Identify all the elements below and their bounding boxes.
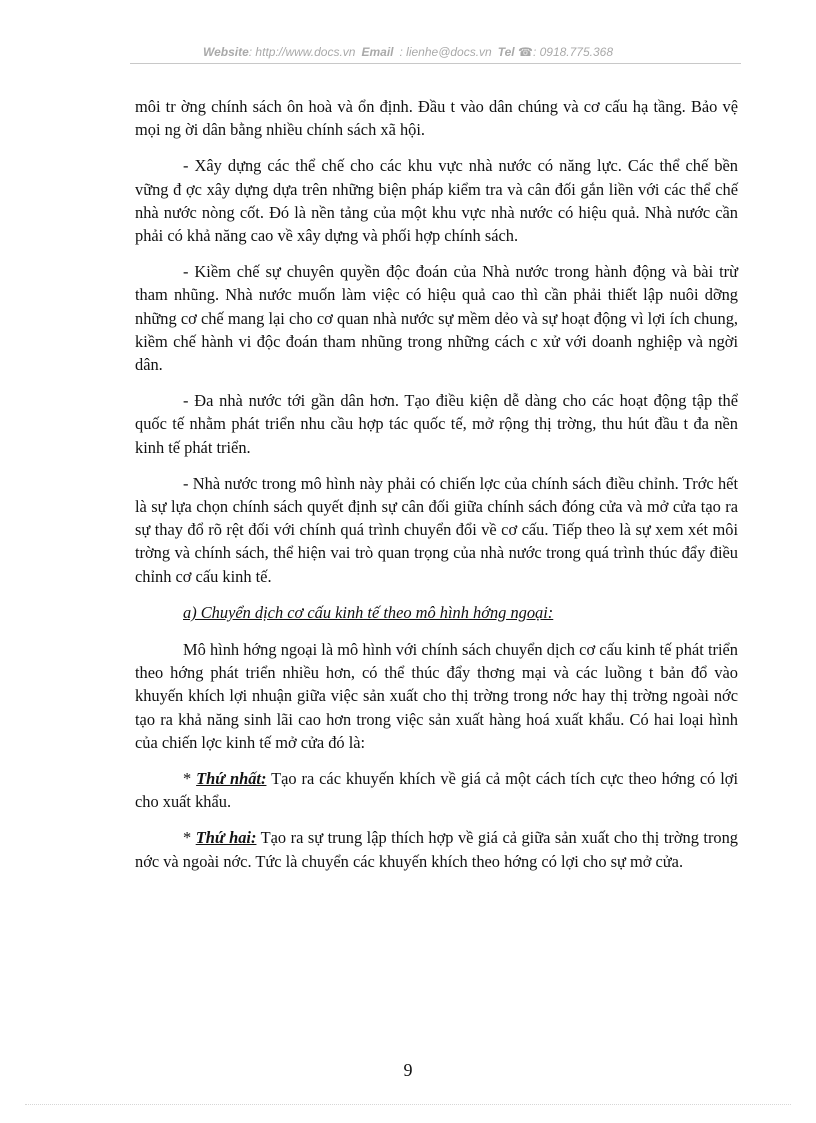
section-paragraph: Mô hình hớng ngoại là mô hình với chính sách chuyển dịch cơ cấu kinh tế phát triển theo hớng phát triển nhiều hơn, có thể thúc đẩy thơng mại và các luồng t bản đổ vào khuyến khích lợi nhuận giữa việc sản xuất cho thị trờng trong nớc hay thị trờng ngoài nớc tạo ra khả năng sinh lãi cao hơn trong việc sản xuất hàng hoá xuất khẩu. Có hai loại hình của chiến lợc kinh tế mở cửa đó là: (135, 640, 738, 752)
item-label: Thứ hai: (195, 828, 257, 848)
item-label: Thứ nhất: (196, 769, 267, 789)
list-item (135, 767, 738, 813)
page-header (0, 45, 816, 59)
item-text: Tạo ra các khuyến khích về giá cả một cách tích cực theo hớng có lợi cho xuất khẩu. (135, 769, 739, 812)
item-prefix: * (183, 828, 196, 848)
paragraph: - Kiềm chế sự chuyên quyền độc đoán của Nhà nước trong hành động và bài trừ tham nhũng. Nhà nước muốn làm việc có hiệu quả cao thì cần phải thiết lập nuôi dỡng những cơ chế mang lại cho cơ quan nhà nước sự mềm dẻo và sự hoạt động vì lợi ích chung, kiềm chế hành vi độc đoán tham nhũng trong những cách c xử với doanh nghiệp và ngời dân. (135, 262, 738, 375)
website-value: : http://www.docs.vn (248, 45, 356, 59)
header-divider (130, 63, 741, 64)
phone-icon: ☎ (517, 45, 533, 59)
paragraph: môi tr ờng chính sách ôn hoà và ổn định. Đầu t vào dân chúng và cơ cấu hạ tầng. Bảo vệ mọi ng ời dân bằng nhiều chính sách xã hội. (135, 97, 738, 140)
email-value: : lienhe@docs.vn (399, 45, 492, 59)
website-label: Website (202, 45, 249, 59)
page-number: 9 (403, 1060, 413, 1080)
item-prefix: * (183, 769, 197, 789)
document-body (135, 95, 738, 886)
paragraph: - Đa nhà nước tới gần dân hơn. Tạo điều kiện dễ dàng cho các hoạt động tập thể quốc tế nhằm phát triển nhu cầu hợp tác quốc tế, mở rộng thị trờng, thu hút đầu t đa nền kinh tế phát triển. (135, 391, 738, 457)
paragraph: - Nhà nước trong mô hình này phải có chiến lợc của chính sách điều chỉnh. Trớc hết là sự lựa chọn chính sách quyết định sự cân đối giữa chính sách đóng cửa và mở cửa tạo ra sự thay đổ rõ rệt đối với chính quá trình chuyển đổi về cơ cấu. Tiếp theo là sự xem xét môi trờng và chính sách, thể hiện vai trò quan trọng của nhà nước trong quá trình thúc đẩy điều chỉnh cơ cấu kinh tế. (135, 473, 738, 586)
page-bottom-divider (25, 1104, 791, 1105)
paragraph: - Xây dựng các thể chế cho các khu vực nhà nước có năng lực. Các thể chế bền vững đ ợc xây dựng dựa trên những biện pháp kiểm tra và cân đối gắn liền với các thể chế nhà nước nòng cốt. Đó là nền tảng của một khu vực nhà nước có hiệu quả. Nhà nước cần phải có khả năng cao về xây dựng và phối hợp chính sách. (135, 156, 738, 246)
email-label: Email (361, 45, 394, 59)
section-heading: a) Chuyển dịch cơ cấu kinh tế theo mô hình hớng ngoại: (183, 602, 554, 622)
tel-label: Tel (497, 45, 515, 59)
list-item (135, 826, 738, 872)
tel-value: : 0918.775.368 (532, 45, 614, 59)
item-text: Tạo ra sự trung lập thích hợp về giá cả giữa sản xuất cho thị trờng trong nớc và ngoài nớc. Tức là chuyển các khuyến khích theo hớng có lợi cho sự mở cửa. (135, 828, 739, 871)
